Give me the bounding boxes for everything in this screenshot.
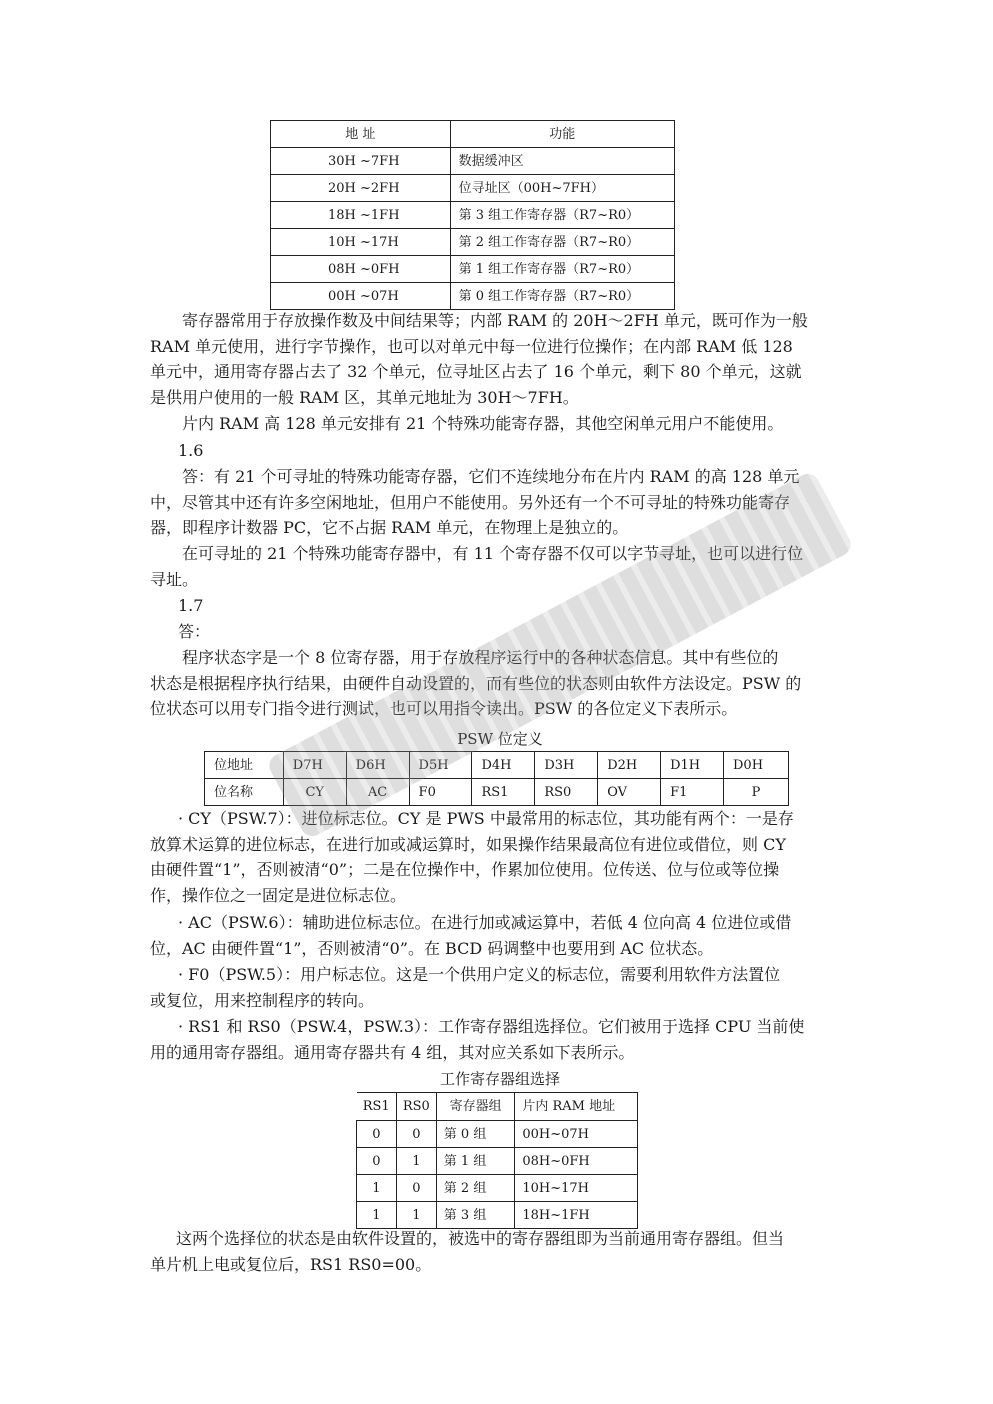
- table-row: [271, 202, 675, 229]
- text-line: · AC（PSW.6）：辅助进位标志位。在进行加或减运算中，若低 4 位向高 4 位进位或借: [178, 913, 792, 932]
- bit-name-cell: RS0: [535, 779, 598, 806]
- bit-name-cell: CY: [283, 779, 346, 806]
- rs0-cell: 0: [396, 1121, 436, 1148]
- bit-address-cell: D7H: [283, 752, 346, 779]
- bit-address-cell: D2H: [598, 752, 661, 779]
- paragraph-high-ram: [150, 411, 843, 437]
- bit-address-cell: D0H: [724, 752, 789, 779]
- address-cell: 08H~0FH: [515, 1148, 638, 1175]
- bit-name-cell: F1: [661, 779, 724, 806]
- rs0-cell: 1: [396, 1202, 436, 1229]
- text-line: 答：有 21 个可寻址的特殊功能寄存器，它们不连续地分布在片内 RAM 的高 128 单元: [182, 467, 800, 486]
- text-line: 位，AC 由硬件置“1”，否则被清“0”。在 BCD 码调整中也要用到 AC 位状态。: [150, 938, 714, 958]
- paragraph-ac-bit: [150, 910, 843, 961]
- rs1-cell: 1: [357, 1175, 397, 1202]
- table-row: [357, 1175, 638, 1202]
- section-number: 1.6: [178, 441, 204, 460]
- text-line: 由硬件置“1”，否则被清“0”；二是在位操作中，作累加位使用。位传送、位与位或等位操: [150, 860, 780, 880]
- psw-table-caption: PSW 位定义: [457, 730, 543, 748]
- address-cell: 10H~17H: [515, 1175, 638, 1202]
- bit-name-cell: OV: [598, 779, 661, 806]
- text-line: · CY（PSW.7）：进位标志位。CY 是 PWS 中最常用的标志位，其功能有两个：一是存: [178, 809, 794, 828]
- address-cell: 20H ~2FH: [271, 175, 451, 202]
- text-line: 答：: [178, 622, 211, 641]
- address-cell: 00H ~07H: [271, 283, 451, 310]
- text-line: 或复位，用来控制程序的转向。: [150, 990, 375, 1010]
- text-line: 用的通用寄存器组。通用寄存器共有 4 组，其对应关系如下表所示。: [150, 1042, 635, 1062]
- section-number-1-6: [150, 438, 843, 464]
- paragraph-bank-selection: [150, 1226, 843, 1277]
- table-header-row: [271, 121, 675, 148]
- row-label-cell: 位地址: [205, 752, 284, 779]
- bit-name-cell: AC: [346, 779, 409, 806]
- bit-address-cell: D3H: [535, 752, 598, 779]
- paragraph-cy-bit: [150, 806, 843, 909]
- address-cell: 18H~1FH: [515, 1202, 638, 1229]
- text-line: 单片机上电或复位后，RS1 RS0=00。: [150, 1254, 432, 1274]
- table-header-row: [357, 1093, 638, 1121]
- text-line: 片内 RAM 高 128 单元安排有 21 个特殊功能寄存器，其他空闲单元用户不能使用。: [182, 414, 784, 433]
- text-line: 寻址。: [150, 569, 199, 589]
- address-cell: 18H ~1FH: [271, 202, 451, 229]
- paragraph-rs-bits: [150, 1014, 843, 1065]
- text-line: 这两个选择位的状态是由软件设置的，被选中的寄存器组即为当前通用寄存器组。但当: [176, 1229, 785, 1248]
- function-cell: 数据缓冲区: [450, 148, 674, 175]
- text-line: 程序状态字是一个 8 位寄存器，用于存放程序运行中的各种状态信息。其中有些位的: [182, 648, 779, 667]
- paragraph-registers: [150, 308, 843, 411]
- rs1-cell: 1: [357, 1202, 397, 1229]
- rs1-cell: 0: [357, 1148, 397, 1175]
- bit-name-cell: P: [724, 779, 789, 806]
- text-line: 作，操作位之一固定是进位标志位。: [150, 886, 407, 906]
- text-line: 在可寻址的 21 个特殊功能寄存器中，有 11 个寄存器不仅可以字节寻址，也可以进行位: [182, 544, 804, 563]
- header-ram-address: 片内 RAM 地址: [515, 1093, 638, 1121]
- bit-address-cell: D6H: [346, 752, 409, 779]
- table-row: [271, 256, 675, 283]
- function-cell: 第 0 组工作寄存器（R7~R0）: [450, 283, 674, 310]
- text-line: 放算术运算的进位标志，在进行加或减运算时，如果操作结果最高位有进位或借位，则 CY: [150, 834, 786, 854]
- address-cell: 08H ~0FH: [271, 256, 451, 283]
- table-row: [357, 1148, 638, 1175]
- bank-cell: 第 0 组: [436, 1121, 515, 1148]
- table-row: [271, 148, 675, 175]
- text-line: 单元中，通用寄存器占去了 32 个单元，位寻址区占去了 16 个单元，剩下 80 个单元，这就: [150, 362, 802, 382]
- paragraph-f0-bit: [150, 962, 843, 1013]
- function-cell: 第 2 组工作寄存器（R7~R0）: [450, 229, 674, 256]
- function-cell: 第 3 组工作寄存器（R7~R0）: [450, 202, 674, 229]
- table-row: [271, 175, 675, 202]
- rs1-cell: 0: [357, 1121, 397, 1148]
- text-line: RAM 单元使用，进行字节操作，也可以对单元中每一位进行位操作；在内部 RAM 低 128: [150, 336, 793, 356]
- table-row: [357, 1202, 638, 1229]
- text-line: 位状态可以用专门指令进行测试，也可以用指令读出。PSW 的各位定义下表所示。: [150, 699, 738, 719]
- header-register-bank: 寄存器组: [436, 1093, 515, 1121]
- text-line: 寄存器常用于存放操作数及中间结果等；内部 RAM 的 20H～2FH 单元，既可作为一般: [182, 311, 808, 330]
- row-label-cell: 位名称: [205, 779, 284, 806]
- table-row: [271, 283, 675, 310]
- bank-cell: 第 3 组: [436, 1202, 515, 1229]
- bank-cell: 第 1 组: [436, 1148, 515, 1175]
- register-bank-table-caption: 工作寄存器组选择: [439, 1070, 560, 1088]
- function-cell: 位寻址区（00H~7FH）: [450, 175, 674, 202]
- rs0-cell: 1: [396, 1148, 436, 1175]
- bit-address-cell: D5H: [409, 752, 472, 779]
- text-line: 状态是根据程序执行结果，由硬件自动设置的，而有些位的状态则由软件方法设定。PSW 的: [150, 673, 802, 693]
- text-line: · RS1 和 RS0（PSW.4，PSW.3）：工作寄存器组选择位。它们被用于选择 CPU 当前使: [178, 1017, 805, 1036]
- register-bank-table: [356, 1092, 638, 1229]
- text-line: 器，即程序计数器 PC，它不占据 RAM 单元，在物理上是独立的。: [150, 518, 629, 538]
- header-rs1: RS1: [357, 1093, 397, 1121]
- section-number: 1.7: [178, 596, 204, 615]
- table-row: [357, 1121, 638, 1148]
- text-line: · F0（PSW.5）：用户标志位。这是一个供用户定义的标志位，需要利用软件方法置位: [178, 965, 781, 984]
- text-line: 中，尽管其中还有许多空闲地址，但用户不能使用。另外还有一个不可寻址的特殊功能寄存: [150, 492, 791, 512]
- bit-name-cell: F0: [409, 779, 472, 806]
- text-line: 是供用户使用的一般 RAM 区，其单元地址为 30H～7FH。: [150, 388, 579, 408]
- header-rs0: RS0: [396, 1093, 436, 1121]
- bit-address-cell: D1H: [661, 752, 724, 779]
- address-cell: 00H~07H: [515, 1121, 638, 1148]
- memory-map-table: [270, 120, 675, 310]
- function-cell: 第 1 组工作寄存器（R7~R0）: [450, 256, 674, 283]
- header-function: 功能: [450, 121, 674, 148]
- table-row: [271, 229, 675, 256]
- bank-cell: 第 2 组: [436, 1175, 515, 1202]
- address-cell: 30H ~7FH: [271, 148, 451, 175]
- address-cell: 10H ~17H: [271, 229, 451, 256]
- bit-address-cell: D4H: [472, 752, 535, 779]
- header-address: 地 址: [271, 121, 451, 148]
- rs0-cell: 0: [396, 1175, 436, 1202]
- bit-name-cell: RS1: [472, 779, 535, 806]
